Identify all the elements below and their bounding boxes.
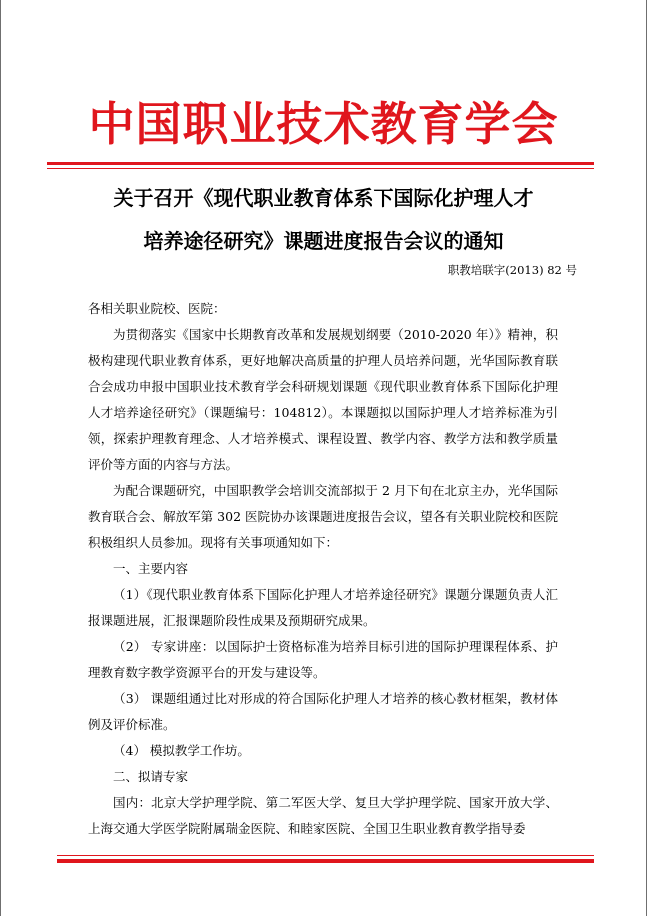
footer-rule-thick (57, 859, 594, 863)
salutation: 各相关职业院校、医院： (88, 301, 226, 316)
notice-body (88, 296, 558, 842)
list-item-3: （3） 课题组通过比对形成的符合国际化护理人才培养的核心教材框架，教材体例及评价标准。 (88, 691, 558, 732)
experts-paragraph: 国内：北京大学护理学院、第二军医大学、复旦大学护理学院、国家开放大学、上海交通大学医学院附属瑞金医院、和睦家医院、全国卫生职业教育教学指导委 (88, 795, 558, 836)
paragraph-2: 为配合课题研究，中国职教学会培训交流部拟于 2 月下旬在北京主办，光华国际教育联合会、解放军第 302 医院协办该课题进度报告会议，望各有关职业院校和医院积极组织人员参加。现将有关事项通知如下： (88, 483, 558, 550)
list-item-1: （1）《现代职业教育体系下国际化护理人才培养途径研究》课题分课题负责人汇报课题进展，汇报课题阶段性成果及预期研究成果。 (88, 587, 558, 628)
list-item-4: （4） 模拟教学工作坊。 (113, 743, 250, 758)
section-heading-1: 一、主要内容 (113, 561, 189, 576)
notice-title-line-1: 关于召开《现代职业教育体系下国际化护理人才 (113, 186, 534, 210)
header-rule-thin (47, 168, 594, 169)
footer-rule-thin (57, 855, 594, 856)
notice-title-line-2: 培养途径研究》课题进度报告会议的通知 (143, 229, 504, 253)
document-number: 职教培联字(2013) 82 号 (447, 263, 577, 277)
list-item-2: （2） 专家讲座：以国际护士资格标准为培养目标引进的国际护理课程体系、护理教育数字教学资源平台的开发与建设等。 (88, 639, 558, 680)
paragraph-1: 为贯彻落实《国家中长期教育改革和发展规划纲要（2010-2020 年）》精神，积极构建现代职业教育体系，更好地解决高质量的护理人员培养问题，光华国际教育联合会成功申报中国职业技术教育学会科研规划课题《现代职业教育体系下国际化护理人才培养途径研究》（课题编号：104812）。本课题拟以国际护理人才培养标准为引领，探索护理教育理念、人才培养模式、课程设置、教学内容、教学方法和教学质量评价等方面的内容与方法。 (88, 327, 558, 472)
organization-name: 中国职业技术教育学会 (88, 97, 559, 151)
header-rule-thick (47, 162, 594, 165)
section-heading-2: 二、拟请专家 (113, 769, 189, 784)
